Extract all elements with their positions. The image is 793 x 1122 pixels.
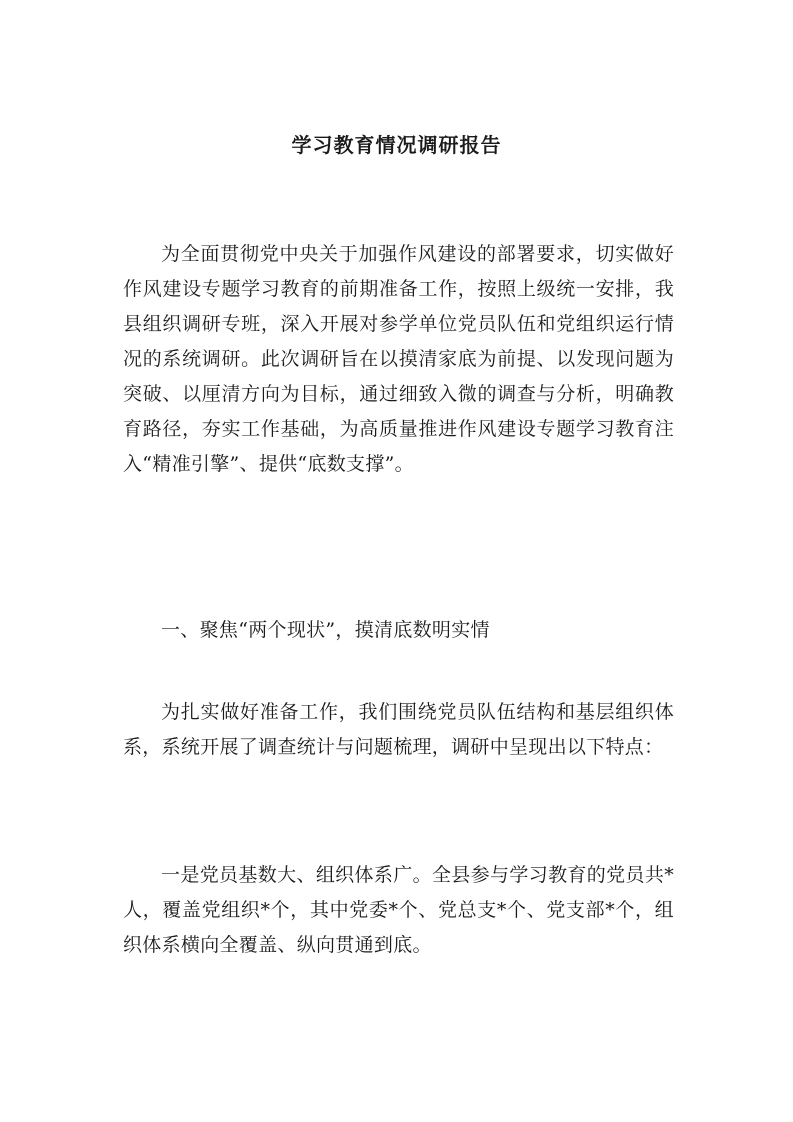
document-title: 学习教育情况调研报告: [291, 133, 502, 157]
body-paragraph: 为扎实做好准备工作，我们围绕党员队伍结构和基层组织体系，系统开展了调查统计与问题梳理，调研中呈现出以下特点：: [123, 701, 674, 758]
body-paragraph: 一是党员基数大、组织体系广。全县参与学习教育的党员共*人，覆盖党组织*个，其中党委*个、党总支*个、党支部*个，组织体系横向全覆盖、纵向贯通到底。: [123, 864, 674, 956]
section-heading: 一、聚焦“两个现状”，摸清底数明实情: [161, 619, 490, 641]
intro-paragraph: 为全面贯彻党中央关于加强作风建设的部署要求，切实做好作风建设专题学习教育的前期准备工作，按照上级统一安排，我县组织调研专班，深入开展对参学单位党员队伍和党组织运行情况的系统调研。此次调研旨在以摸清家底为前提、以发现问题为突破、以厘清方向为目标，通过细致入微的调查与分析，明确教育路径，夯实工作基础，为高质量推进作风建设专题学习教育注入“精准引擎”、提供“底数支撑”。: [123, 243, 674, 475]
